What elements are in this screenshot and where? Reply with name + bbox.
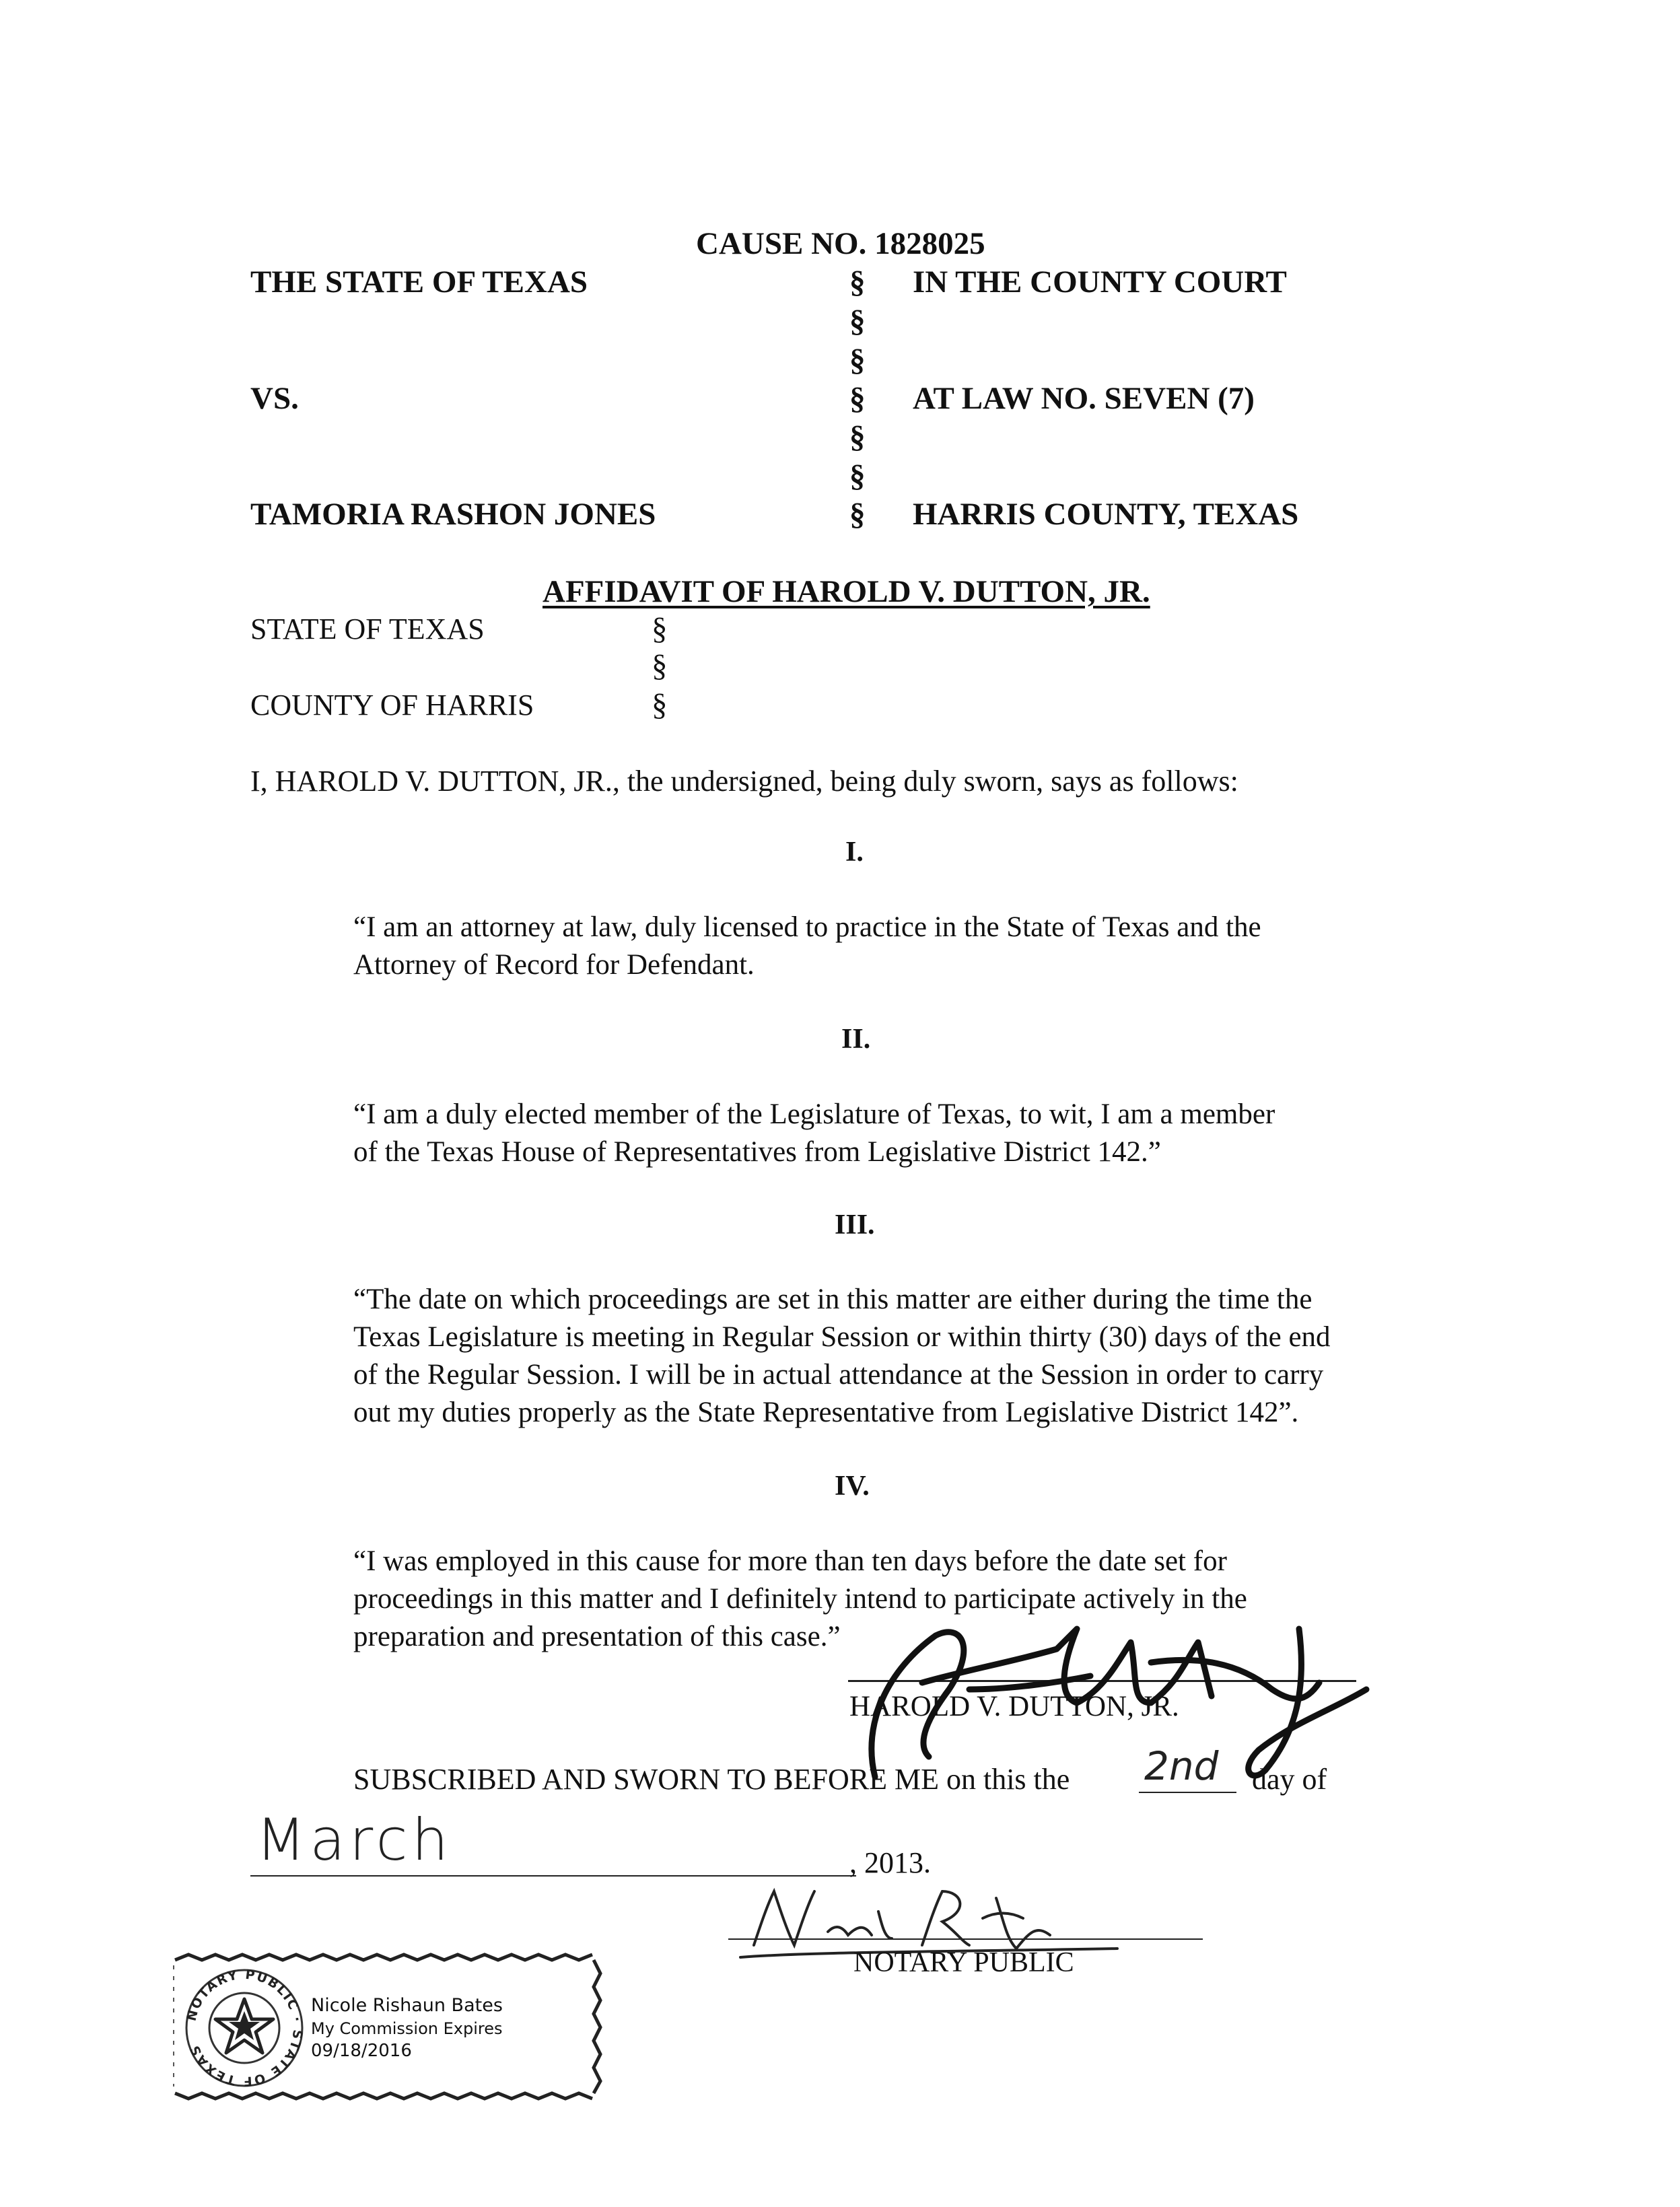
affiant-signature: [835, 1588, 1373, 1790]
section-line: “The date on which proceedings are set in this matter are either during the time the: [353, 1284, 1312, 1315]
intro-paragraph: I, HAROLD V. DUTTON, JR., the undersigned, being duly sworn, says as follows:: [250, 765, 1238, 798]
section-mark: §: [849, 419, 866, 454]
jurat-day: 2nd: [1144, 1743, 1219, 1789]
day-underline: [1139, 1792, 1236, 1793]
section-mark: §: [849, 458, 866, 493]
jurat-month: March: [256, 1807, 453, 1874]
jurat-year: , 2013.: [849, 1846, 931, 1879]
caption-court: IN THE COUNTY COURT: [913, 265, 1287, 300]
jurat-text: SUBSCRIBED AND SWORN TO BEFORE ME on this the: [353, 1763, 1070, 1796]
caption-defendant: TAMORIA RASHON JONES: [250, 497, 656, 532]
section-mark: §: [849, 381, 866, 416]
caption-court-number: AT LAW NO. SEVEN (7): [913, 381, 1255, 416]
section-mark: §: [849, 343, 866, 378]
notary-label: NOTARY PUBLIC: [853, 1947, 1074, 1978]
stamp-commission-label: My Commission Expires: [311, 2019, 503, 2038]
section-line: Attorney of Record for Defendant.: [353, 949, 755, 981]
section-numeral: III.: [835, 1210, 875, 1240]
seal-text: NOTARY PUBLIC · STATE OF TEXAS: [184, 1967, 306, 2089]
section-numeral: IV.: [835, 1471, 870, 1502]
section-mark: §: [652, 648, 668, 683]
affidavit-title: AFFIDAVIT OF HAROLD V. DUTTON, JR.: [542, 574, 1150, 609]
section-mark: §: [652, 687, 668, 722]
section-line: preparation and presentation of this case.”: [353, 1621, 841, 1652]
section-mark: §: [849, 497, 866, 532]
stamp-expiration-date: 09/18/2016: [311, 2041, 412, 2061]
venue-county: COUNTY OF HARRIS: [250, 689, 534, 722]
caption-vs: VS.: [250, 381, 299, 416]
section-line: out my duties properly as the State Representative from Legislative District 142”.: [353, 1397, 1299, 1428]
section-mark: §: [652, 611, 668, 646]
section-mark: §: [849, 304, 866, 339]
section-mark: §: [849, 265, 866, 300]
notary-line: [728, 1938, 1203, 1940]
venue-state: STATE OF TEXAS: [250, 612, 485, 645]
notary-stamp: [168, 1952, 606, 2101]
stamp-notary-name: Nicole Rishaun Bates: [311, 1995, 503, 2016]
cause-number: CAUSE NO. 1828025: [696, 226, 985, 261]
section-line: proceedings in this matter and I definitely intend to participate actively in the: [353, 1583, 1247, 1615]
section-line: Texas Legislature is meeting in Regular Session or within thirty (30) days of the end: [353, 1321, 1331, 1353]
caption-party-state: THE STATE OF TEXAS: [250, 265, 588, 300]
jurat-day-suffix: day of: [1252, 1763, 1327, 1796]
notary-seal: [180, 1964, 308, 2092]
section-line: of the Texas House of Representatives from Legislative District 142.”: [353, 1136, 1161, 1168]
caption-county: HARRIS COUNTY, TEXAS: [913, 497, 1299, 532]
section-numeral: I.: [845, 837, 864, 868]
affiant-name: HAROLD V. DUTTON, JR.: [849, 1691, 1179, 1722]
section-line: “I am a duly elected member of the Legislature of Texas, to wit, I am a member: [353, 1098, 1275, 1130]
section-line: of the Regular Session. I will be in actual attendance at the Session in order to carry: [353, 1359, 1324, 1391]
section-numeral: II.: [841, 1024, 871, 1055]
month-line: [250, 1875, 856, 1877]
section-line: “I was employed in this cause for more than ten days before the date set for: [353, 1545, 1227, 1577]
section-line: “I am an attorney at law, duly licensed to practice in the State of Texas and the: [353, 911, 1261, 943]
